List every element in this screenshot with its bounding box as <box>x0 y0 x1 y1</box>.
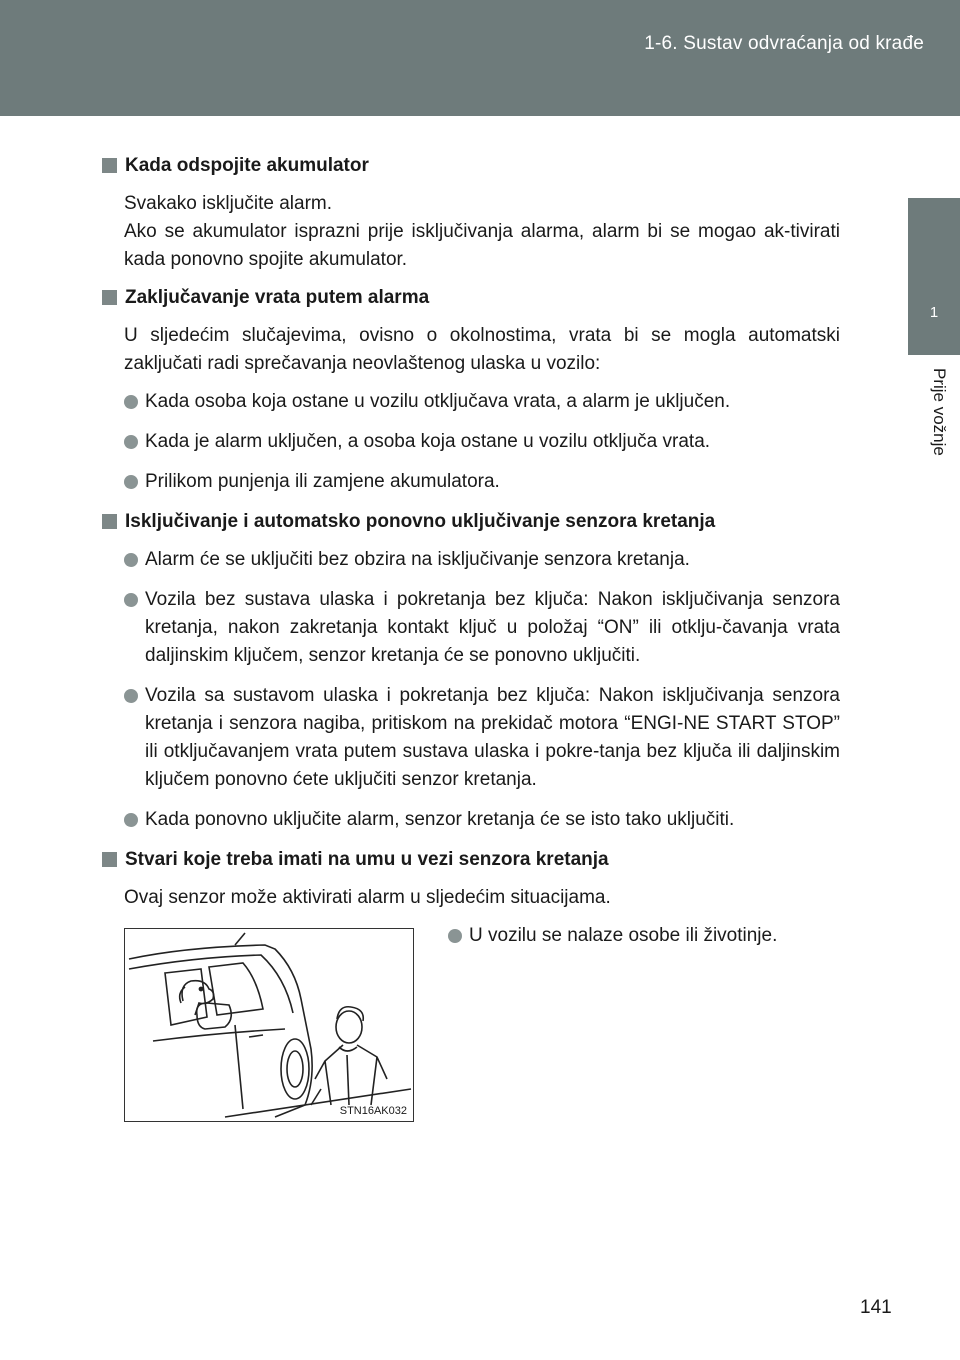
list-item: Prilikom punjenja ili zamjene akumulatora. <box>124 468 840 496</box>
square-bullet-icon <box>102 852 117 867</box>
round-bullet-icon <box>124 593 138 607</box>
chapter-label: Prije vožnje <box>930 368 949 456</box>
list-item: U vozilu se nalaze osobe ili životinje. <box>448 922 848 950</box>
section-heading: Isključivanje i automatsko ponovno uključivanje senzora kretanja <box>100 508 840 536</box>
list-item: Kada osoba koja ostane u vozilu otključava vrata, a alarm je uključen. <box>124 388 840 416</box>
section-paragraph: Svakako isključite alarm. Ako se akumulator isprazni prije isključivanja alarma, alarm bi se mogao ak-tivirati kada ponovno spojite akumulator. <box>124 193 840 270</box>
car-illustration-icon <box>125 929 413 1121</box>
round-bullet-icon <box>124 475 138 489</box>
list-item: Vozila bez sustava ulaska i pokretanja bez ključa: Nakon isključivanja senzora kretanja, nakon zakretanja kontakt ključ u položaj “ON” ili otklju-čavanja vrata daljinskim ključem, senzor kretanja će se ponovno uključiti. <box>124 586 840 670</box>
figure-code: STN16AK032 <box>339 1105 407 1117</box>
round-bullet-icon <box>124 553 138 567</box>
round-bullet-icon <box>448 929 462 943</box>
section-heading: Kada odspojite akumulator <box>100 152 840 180</box>
round-bullet-icon <box>124 395 138 409</box>
round-bullet-icon <box>124 435 138 449</box>
list-item: Alarm će se uključiti bez obzira na isključivanje senzora kretanja. <box>124 546 840 574</box>
list-item: Kada je alarm uključen, a osoba koja ostane u vozilu otključa vrata. <box>124 428 840 456</box>
page-header <box>0 0 960 116</box>
square-bullet-icon <box>102 514 117 529</box>
section-heading: Stvari koje treba imati na umu u vezi senzora kretanja <box>100 846 840 874</box>
section-heading: Zaključavanje vrata putem alarma <box>100 284 840 312</box>
list-item: Kada ponovno uključite alarm, senzor kretanja će se isto tako uključiti. <box>124 806 840 834</box>
chapter-number-tab: 1 <box>908 198 960 355</box>
list-item: Vozila sa sustavom ulaska i pokretanja bez ključa: Nakon isključivanja senzora kretanja i senzora nagiba, pritiskom na prekidač motora “ENGI-NE START STOP” ili otključavanjem vrata putem sustava ulaska i pokre-tanja bez ključa ili daljinskim ključem ponovno ćete uključiti senzor kretanja. <box>124 682 840 794</box>
main-content <box>100 152 840 922</box>
illustration-car-dog-person <box>124 928 414 1122</box>
square-bullet-icon <box>102 158 117 173</box>
side-tab-spacer <box>908 116 960 198</box>
square-bullet-icon <box>102 290 117 305</box>
round-bullet-icon <box>124 813 138 827</box>
chapter-title: 1-6. Sustav odvraćanja od krađe <box>644 33 924 54</box>
page-number: 141 <box>860 1297 892 1318</box>
section-paragraph: Ovaj senzor može aktivirati alarm u sljedećim situacijama. <box>124 887 611 908</box>
round-bullet-icon <box>124 689 138 703</box>
section-paragraph: U sljedećim slučajevima, ovisno o okolnostima, vrata bi se mogla automatski zaključati radi sprečavanja neovlaštenog ulaska u vozilo: <box>124 325 840 374</box>
